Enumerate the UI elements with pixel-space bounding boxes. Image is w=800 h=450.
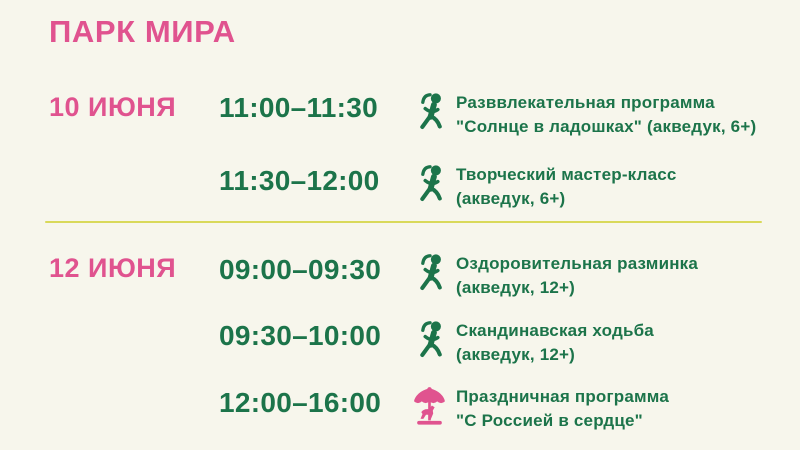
event-detail-line: "Солнце в ладошках" (акведук, 6+) (456, 117, 757, 136)
event-title-line: Оздоровительная разминка (456, 254, 699, 273)
event-description (456, 163, 677, 211)
event-title-line: Творческий мастер-класс (456, 165, 677, 184)
event-detail-line: (акведук, 12+) (456, 345, 576, 364)
page-title: ПАРК МИРА (49, 14, 236, 49)
date-label-june-10: 10 ИЮНЯ (49, 92, 177, 122)
event-detail-line: "С Россией в сердце" (456, 411, 643, 430)
event-detail-line: (акведук, 12+) (456, 278, 576, 297)
event-time: 09:00–09:30 (219, 254, 382, 285)
event-time: 11:00–11:30 (219, 92, 379, 123)
event-detail-line: (акведук, 6+) (456, 189, 566, 208)
event-title-line: Праздничная программа (456, 387, 669, 406)
event-description (456, 319, 654, 367)
date-label-june-12: 12 ИЮНЯ (49, 253, 177, 283)
event-description (456, 385, 669, 433)
event-description (456, 91, 756, 139)
event-time: 09:30–10:00 (219, 320, 382, 351)
event-time: 11:30–12:00 (219, 165, 380, 196)
event-description (456, 252, 698, 300)
dancing-person-icon (417, 251, 448, 293)
carousel-icon (411, 385, 448, 429)
dancing-person-icon (417, 162, 448, 204)
event-time: 12:00–16:00 (219, 387, 382, 418)
dancing-person-icon (417, 318, 448, 360)
event-title-line: Разввлекательная программа (456, 93, 715, 112)
section-divider (45, 221, 762, 223)
event-title-line: Скандинавская ходьба (456, 321, 654, 340)
dancing-person-icon (417, 90, 448, 132)
